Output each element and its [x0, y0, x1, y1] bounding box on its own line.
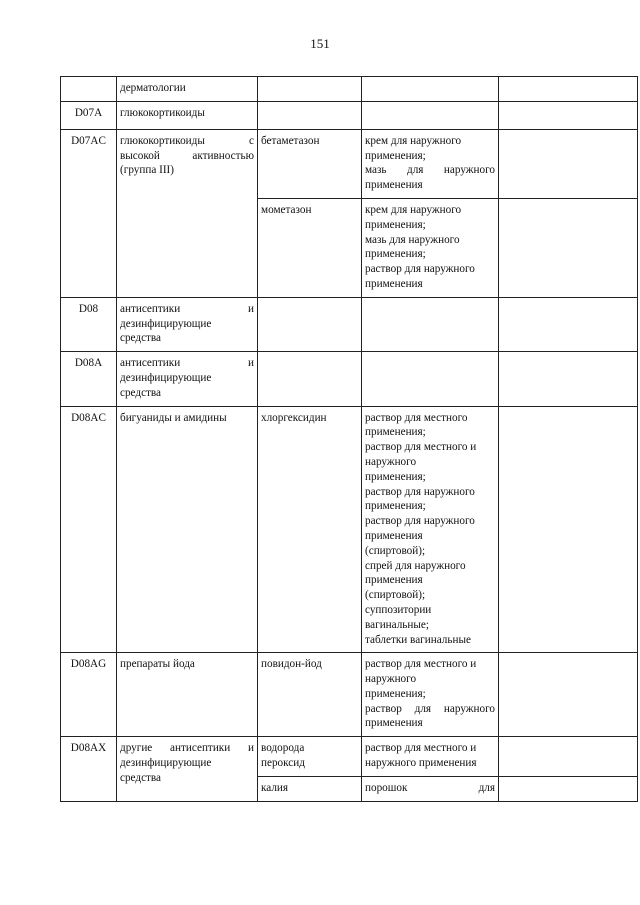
- form-cell: [362, 297, 499, 351]
- form-cell: раствор для местного и наружного применения: [362, 737, 499, 777]
- extra-cell: [499, 101, 638, 129]
- inn-cell: [258, 101, 362, 129]
- inn-cell: хлоргексидин: [258, 406, 362, 653]
- inn-cell: бетаметазон: [258, 129, 362, 198]
- inn-cell: [258, 352, 362, 406]
- table-row: [61, 101, 638, 129]
- drug-table: [60, 76, 638, 802]
- atc-code-cell: [61, 77, 117, 102]
- inn-cell: [258, 297, 362, 351]
- table-row: [61, 77, 638, 102]
- table-row: [61, 406, 638, 653]
- table-row: [61, 352, 638, 406]
- table-row: [61, 297, 638, 351]
- atc-code-cell: D08A: [61, 352, 117, 406]
- extra-cell: [499, 198, 638, 297]
- extra-cell: [499, 776, 638, 801]
- group-name-cell: другие антисептики и дезинфицирующие средства: [117, 737, 258, 801]
- inn-cell: повидон-йод: [258, 653, 362, 737]
- form-cell: крем для наружного применения; мазь для наружного применения; раствор для наружного применения: [362, 198, 499, 297]
- form-cell: [362, 77, 499, 102]
- inn-cell: [258, 77, 362, 102]
- atc-code-cell: D07AC: [61, 129, 117, 297]
- atc-code-cell: D08AX: [61, 737, 117, 801]
- group-name-cell: антисептики и дезинфицирующие средства: [117, 352, 258, 406]
- atc-code-cell: D07A: [61, 101, 117, 129]
- extra-cell: [499, 653, 638, 737]
- form-cell: [362, 101, 499, 129]
- inn-cell: мометазон: [258, 198, 362, 297]
- page-number: 151: [310, 36, 330, 51]
- form-cell: раствор для местного применения; раствор для местного и наружного применения; раствор для наружного применения; раствор для наружного применения (спиртовой); спрей для наружного применения (спиртовой); суппозитории вагинальные; таблетки вагинальные: [362, 406, 499, 653]
- group-name-cell: препараты йода: [117, 653, 258, 737]
- group-name-cell: дерматологии: [117, 77, 258, 102]
- table-row: [61, 653, 638, 737]
- group-name-cell: глюкокортикоиды с высокой активностью (группа III): [117, 129, 258, 297]
- atc-code-cell: D08: [61, 297, 117, 351]
- extra-cell: [499, 406, 638, 653]
- extra-cell: [499, 77, 638, 102]
- atc-code-cell: D08AG: [61, 653, 117, 737]
- extra-cell: [499, 129, 638, 198]
- atc-code-cell: D08AC: [61, 406, 117, 653]
- group-name-cell: антисептики и дезинфицирующие средства: [117, 297, 258, 351]
- table-row: [61, 129, 638, 198]
- extra-cell: [499, 737, 638, 777]
- form-cell: порошок для: [362, 776, 499, 801]
- group-name-cell: бигуаниды и амидины: [117, 406, 258, 653]
- form-cell: крем для наружного применения; мазь для наружного применения: [362, 129, 499, 198]
- form-cell: раствор для местного и наружного применения; раствор для наружного применения: [362, 653, 499, 737]
- inn-cell: калия: [258, 776, 362, 801]
- table-row: [61, 737, 638, 777]
- inn-cell: водорода пероксид: [258, 737, 362, 777]
- extra-cell: [499, 352, 638, 406]
- group-name-cell: глюкокортикоиды: [117, 101, 258, 129]
- form-cell: [362, 352, 499, 406]
- extra-cell: [499, 297, 638, 351]
